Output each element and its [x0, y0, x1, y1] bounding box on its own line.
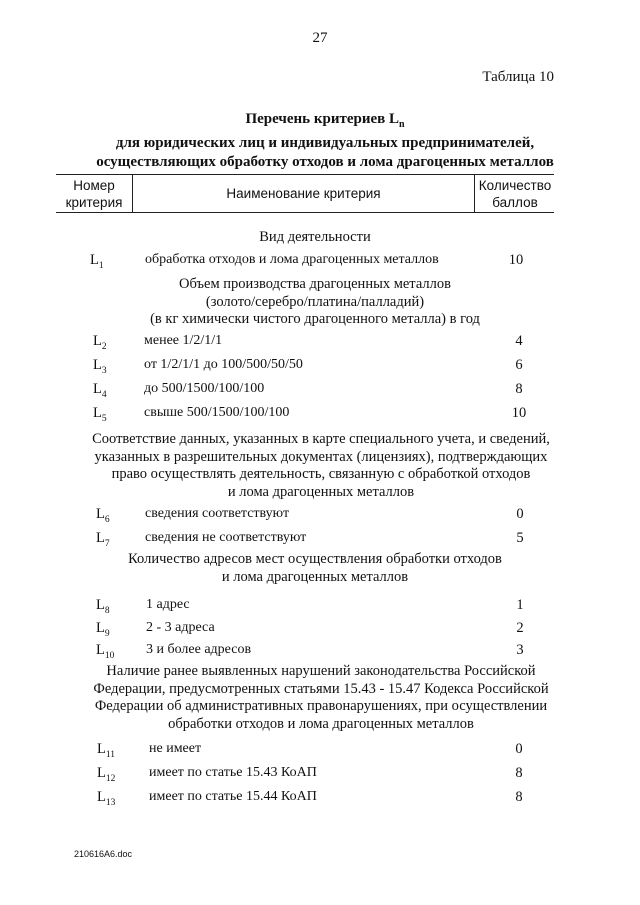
section-line: Количество адресов мест осуществления обработки отходов — [128, 551, 502, 567]
header-score-line-1: Количество — [478, 178, 552, 193]
criterion-row — [0, 333, 640, 353]
criterion-index: 4 — [101, 389, 107, 400]
criterion-score: 0 — [516, 506, 524, 522]
criterion-row — [0, 405, 640, 425]
criterion-code — [97, 741, 115, 760]
table-label: Таблица 10 — [482, 69, 554, 85]
criterion-score: 2 — [516, 620, 524, 636]
criterion-score: 1 — [516, 597, 524, 613]
criterion-name: сведения не соответствуют — [145, 530, 307, 545]
criterion-row — [0, 597, 640, 617]
criterion-name: имеет по статье 15.43 КоАП — [149, 765, 317, 780]
criterion-index: 9 — [104, 628, 110, 639]
criterion-score: 8 — [515, 789, 523, 805]
header-score — [475, 177, 555, 211]
criterion-score: 3 — [516, 642, 524, 658]
header-criterion-name: Наименование критерия — [226, 186, 381, 201]
document-title — [60, 110, 590, 172]
criterion-row — [0, 381, 640, 401]
criterion-name: не имеет — [149, 741, 202, 756]
criterion-code — [96, 620, 110, 639]
criterion-row — [0, 252, 640, 272]
criterion-code — [96, 506, 110, 525]
title-line-3: осуществляющих обработку отходов и лома драгоценных металлов — [96, 154, 554, 170]
header-number-line-2: критерия — [65, 195, 123, 210]
page-number: 27 — [312, 30, 328, 46]
criterion-index: 1 — [98, 260, 104, 271]
section-data-conformity — [56, 431, 586, 501]
section-line: Вид деятельности — [259, 229, 371, 245]
criterion-row — [0, 789, 640, 809]
section-line: Федерации, предусмотренных статьями 15.43 - 15.47 Кодекса Российской — [93, 680, 549, 697]
section-line: Соответствие данных, указанных в карте специального учета, и сведений, — [92, 431, 550, 447]
section-line: (в кг химически чистого драгоценного металла) в год — [150, 311, 480, 327]
header-criterion-number — [56, 177, 132, 211]
section-violations — [56, 663, 586, 733]
criterion-score: 10 — [508, 252, 524, 268]
section-line: Наличие ранее выявленных нарушений законодательства Российской — [106, 663, 536, 679]
title-line-1 — [60, 110, 590, 134]
header-score-line-2: баллов — [492, 195, 538, 210]
criterion-row — [0, 530, 640, 550]
header-top-rule — [56, 174, 554, 175]
section-line: Федерации об административных правонарушениях, при осуществлении — [94, 698, 548, 714]
criterion-name: 1 адрес — [146, 597, 190, 612]
criterion-letter: L — [97, 741, 106, 757]
criterion-score: 8 — [515, 381, 523, 397]
document-filename: 210616A6.doc — [74, 849, 133, 859]
criterion-code — [90, 252, 104, 271]
section-line: указанных в разрешительных документах (лицензиях), подтверждающих — [94, 448, 548, 465]
criterion-score: 6 — [515, 357, 523, 373]
criterion-name: до 500/1500/100/100 — [144, 381, 265, 396]
criterion-score: 5 — [516, 530, 524, 546]
title-line-2: для юридических лиц и индивидуальных предпринимателей, — [115, 135, 535, 151]
title-subscript: n — [398, 119, 405, 130]
section-activity-type — [80, 229, 550, 247]
criterion-letter: L — [96, 642, 105, 658]
criterion-letter: L — [93, 333, 102, 349]
criterion-row — [0, 741, 640, 761]
criterion-code — [93, 333, 107, 352]
criterion-index: 2 — [101, 341, 107, 352]
criterion-index: 13 — [105, 797, 116, 808]
header-number-line-1: Номер — [73, 178, 115, 193]
criterion-row — [0, 642, 640, 662]
criterion-letter: L — [93, 405, 102, 421]
section-address-count — [80, 551, 550, 586]
criterion-index: 7 — [104, 538, 110, 549]
criterion-code — [97, 789, 115, 808]
criterion-letter: L — [93, 357, 102, 373]
criterion-letter: L — [90, 252, 99, 268]
header-bottom-rule — [56, 212, 554, 213]
section-line: (золото/серебро/платина/палладий) — [205, 293, 425, 310]
criterion-index: 3 — [101, 365, 107, 376]
criterion-row — [0, 357, 640, 377]
criterion-row — [0, 765, 640, 785]
criterion-letter: L — [96, 530, 105, 546]
criterion-letter: L — [93, 381, 102, 397]
criterion-code — [96, 597, 110, 616]
criterion-code — [96, 642, 114, 661]
section-line: и лома драгоценных металлов — [227, 483, 415, 500]
criterion-row — [0, 620, 640, 640]
criterion-index: 6 — [104, 514, 110, 525]
criterion-index: 8 — [104, 605, 110, 616]
criterion-name: свыше 500/1500/100/100 — [144, 405, 290, 420]
criterion-score: 4 — [515, 333, 523, 349]
criterion-code — [93, 405, 107, 424]
section-production-volume — [80, 276, 550, 329]
section-line: обработки отходов и лома драгоценных металлов — [168, 715, 474, 732]
criterion-index: 10 — [104, 650, 115, 661]
criterion-name: от 1/2/1/1 до 100/500/50/50 — [144, 357, 303, 372]
criterion-code — [93, 357, 107, 376]
criterion-name: сведения соответствуют — [145, 506, 290, 521]
criterion-name: менее 1/2/1/1 — [144, 333, 223, 348]
criterion-name: имеет по статье 15.44 КоАП — [149, 789, 317, 804]
criterion-code — [96, 530, 110, 549]
criterion-name: 2 - 3 адреса — [146, 620, 215, 635]
criterion-index: 11 — [105, 749, 116, 760]
criterion-index: 12 — [105, 773, 116, 784]
criterion-letter: L — [96, 620, 105, 636]
criterion-letter: L — [97, 765, 106, 781]
section-line: и лома драгоценных металлов — [221, 568, 409, 585]
criterion-code — [97, 765, 115, 784]
title-prefix: Перечень критериев L — [245, 111, 399, 127]
section-line: Объем производства драгоценных металлов — [179, 276, 451, 292]
section-line: право осуществлять деятельность, связанную с обработкой отходов — [111, 466, 531, 482]
criterion-index: 5 — [101, 413, 107, 424]
criterion-letter: L — [97, 789, 106, 805]
criterion-score: 0 — [515, 741, 523, 757]
criterion-name: 3 и более адресов — [146, 642, 252, 657]
criterion-row — [0, 506, 640, 526]
criterion-letter: L — [96, 597, 105, 613]
criterion-score: 10 — [511, 405, 527, 421]
criterion-code — [93, 381, 107, 400]
criterion-name: обработка отходов и лома драгоценных металлов — [145, 252, 439, 267]
criterion-score: 8 — [515, 765, 523, 781]
criterion-letter: L — [96, 506, 105, 522]
